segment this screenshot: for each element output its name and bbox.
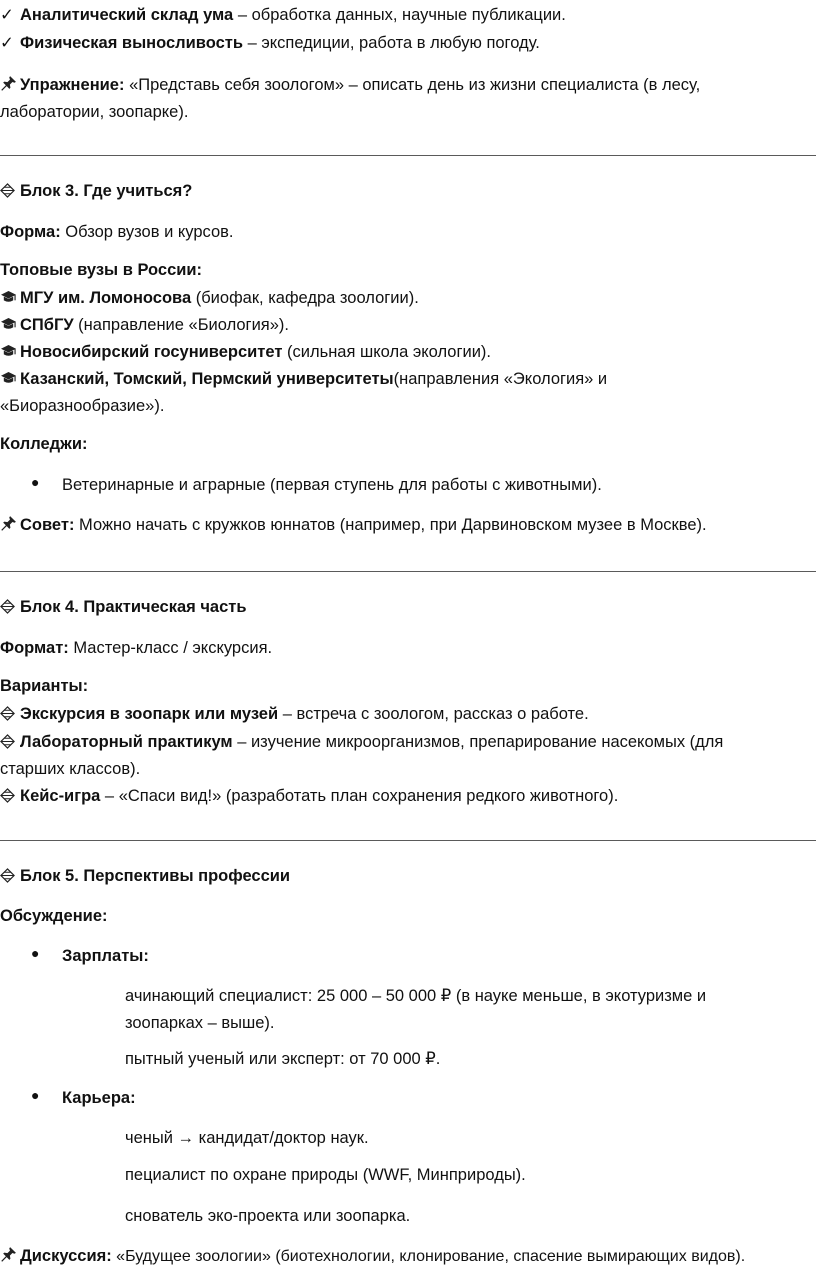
discussion2-line [0, 1245, 745, 1268]
top-unis-label: Топовые вузы в России: [0, 261, 203, 279]
career-item: снователь эко-проекта или зоопарка. [125, 1207, 411, 1225]
graduation-cap-icon [0, 287, 20, 309]
bullet-dot-icon: ● [31, 474, 40, 490]
check-icon: ✓ [0, 34, 14, 52]
bullet-dot-icon: ● [31, 945, 40, 961]
format-label: Формат: [0, 639, 69, 657]
skill-term: Физическая выносливость [20, 34, 243, 52]
salaries-heading [62, 945, 149, 967]
variant-term: Кейс-игра [20, 787, 101, 805]
salary-item: пытный ученый или эксперт: от 70 000 ₽. [125, 1050, 441, 1068]
variant-desc: – изучение микроорганизмов, препарирование насекомых (для [232, 733, 724, 751]
divider [0, 155, 816, 156]
salaries-label: Зарплаты: [62, 947, 149, 965]
form-line [0, 221, 233, 243]
variant-item [0, 703, 589, 725]
block-3-title [0, 180, 192, 202]
uni-item [0, 368, 607, 390]
colleges-heading [0, 433, 87, 455]
career-item: ченый → кандидат/доктор наук. [125, 1129, 369, 1147]
diamond-icon [0, 731, 20, 753]
discussion2-label: Дискуссия: [20, 1247, 112, 1265]
variants-label: Варианты: [0, 677, 89, 695]
graduation-cap-icon [0, 368, 20, 390]
tip-label: Совет: [20, 516, 75, 534]
skill-desc: – обработка данных, научные публикации. [233, 6, 566, 24]
career-label: Карьера: [62, 1089, 136, 1107]
variant-desc: – встреча с зоологом, рассказ о работе. [278, 705, 589, 723]
uni-desc: (биофак, кафедра зоологии). [191, 289, 419, 307]
uni-item [0, 314, 289, 336]
career-item: пециалист по охране природы (WWF, Минприроды). [125, 1166, 526, 1184]
pushpin-icon [0, 74, 20, 96]
skill-item [0, 32, 540, 54]
graduation-cap-icon [0, 314, 20, 336]
exercise-text-cont: лаборатории, зоопарке). [0, 103, 189, 121]
uni-desc: (сильная школа экологии). [282, 343, 492, 361]
exercise-line [0, 74, 700, 96]
variant-desc: – «Спаси вид!» (разработать план сохранения редкого животного). [100, 787, 619, 805]
colleges-label: Колледжи: [0, 435, 88, 453]
variant-term: Лабораторный практикум [20, 733, 233, 751]
uni-name: Новосибирский госуниверситет [20, 343, 283, 361]
uni-desc: (направление «Биология»). [73, 316, 289, 334]
college-item: Ветеринарные и аграрные (первая ступень для работы с животными). [62, 476, 602, 494]
variant-item [0, 731, 723, 753]
divider [0, 840, 816, 841]
block-title-text: Блок 3. Где учиться? [20, 182, 193, 200]
bullet-dot-icon: ● [31, 1087, 40, 1103]
tip-text: Можно начать с кружков юннатов (например, при Дарвиновском музее в Москве). [74, 516, 707, 534]
variant-term: Экскурсия в зоопарк или музей [20, 705, 279, 723]
salary-item: ачинающий специалист: 25 000 – 50 000 ₽ (в науке меньше, в экотуризме и [125, 987, 707, 1005]
format-line [0, 637, 272, 659]
uni-name: МГУ им. Ломоносова [20, 289, 192, 307]
diamond-icon [0, 865, 20, 887]
uni-item [0, 287, 419, 309]
graduation-cap-icon [0, 341, 20, 363]
uni-name: Казанский, Томский, Пермский университеты [20, 370, 394, 388]
exercise-label: Упражнение: [20, 76, 125, 94]
pushpin-icon [0, 1245, 20, 1267]
discussion-label: Обсуждение: [0, 907, 108, 925]
uni-desc-cont: «Биоразнообразие»). [0, 397, 165, 415]
diamond-icon [0, 785, 20, 807]
skill-term: Аналитический склад ума [20, 6, 234, 24]
divider [0, 571, 816, 572]
tip-line [0, 514, 707, 536]
format-text: Мастер-класс / экскурсия. [68, 639, 273, 657]
form-text: Обзор вузов и курсов. [60, 223, 234, 241]
block-title-text: Блок 4. Практическая часть [20, 598, 247, 616]
block-4-title [0, 596, 247, 618]
uni-desc: (направления «Экология» и [393, 370, 608, 388]
uni-item [0, 341, 491, 363]
salary-item-cont: зоопарках – выше). [125, 1014, 275, 1032]
top-unis-heading [0, 259, 202, 281]
diamond-icon [0, 596, 20, 618]
exercise-text: «Представь себя зоологом» – описать день из жизни специалиста (в лесу, [124, 76, 701, 94]
pushpin-icon [0, 514, 20, 536]
skill-desc: – экспедиции, работа в любую погоду. [242, 34, 540, 52]
discussion2-text: «Будущее зоологии» (биотехнологии, клонирование, спасение вымирающих видов). [111, 1248, 746, 1265]
form-label: Форма: [0, 223, 61, 241]
variant-desc-cont: старших классов). [0, 760, 141, 778]
uni-name: СПбГУ [20, 316, 74, 334]
block-title-text: Блок 5. Перспективы профессии [20, 867, 291, 885]
skill-item [0, 4, 566, 26]
diamond-icon [0, 703, 20, 725]
check-icon: ✓ [0, 6, 14, 24]
career-heading [62, 1087, 136, 1109]
variant-item [0, 785, 618, 807]
diamond-icon [0, 180, 20, 202]
discussion-heading [0, 905, 108, 927]
variants-heading [0, 675, 88, 697]
block-5-title [0, 865, 290, 887]
